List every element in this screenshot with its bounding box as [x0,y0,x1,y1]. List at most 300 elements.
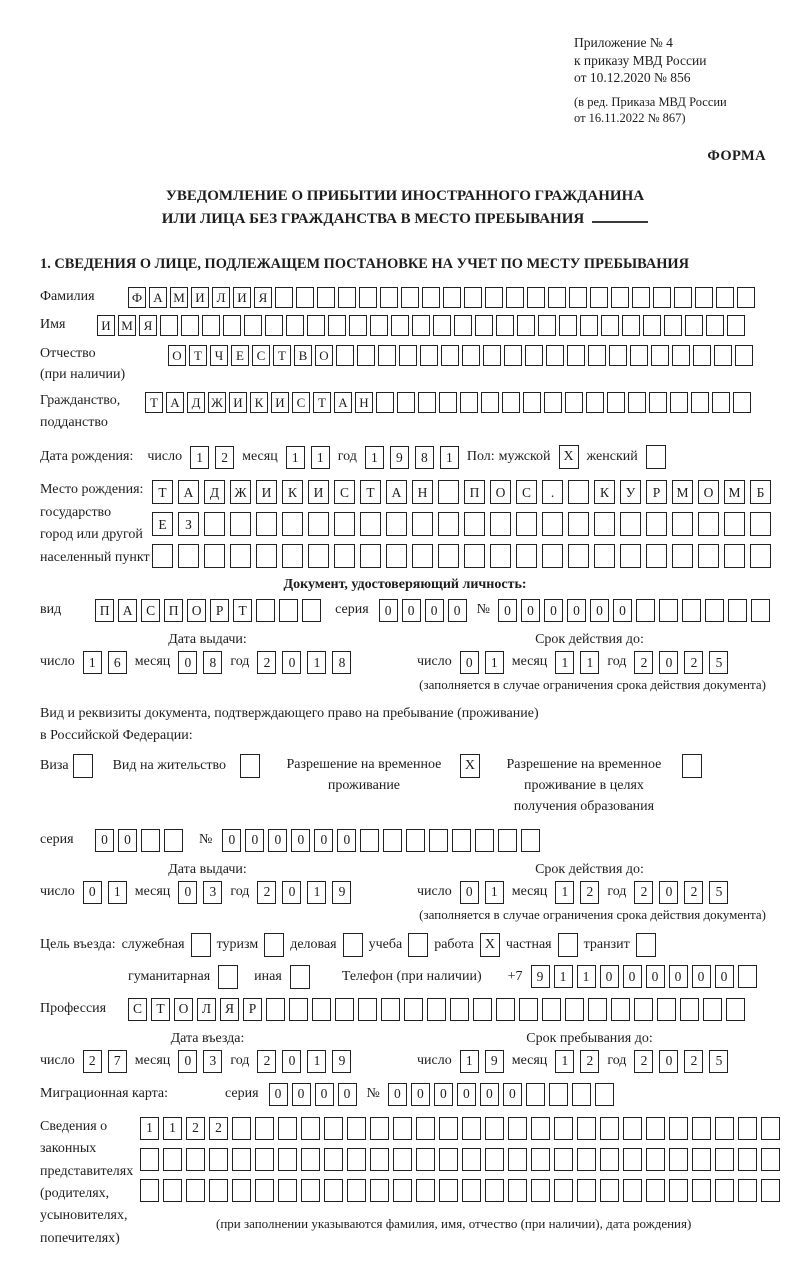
permit-issue-month[interactable] [178,881,222,904]
char-cell[interactable]: 0 [245,829,264,852]
char-cell[interactable]: Я [254,287,272,308]
char-cell[interactable]: 8 [203,651,222,674]
char-cell[interactable] [282,512,303,536]
char-cell[interactable] [521,829,540,852]
char-cell[interactable]: 1 [286,446,305,469]
char-cell[interactable]: X [480,933,500,957]
char-cell[interactable] [657,998,676,1021]
char-cell[interactable] [646,1179,665,1202]
char-cell[interactable]: Т [189,345,207,366]
char-cell[interactable]: 2 [209,1117,228,1140]
passport-issue-day[interactable] [83,651,127,674]
char-cell[interactable]: 0 [567,599,586,622]
char-cell[interactable]: А [118,599,137,622]
char-cell[interactable] [209,1148,228,1171]
char-cell[interactable]: Н [412,480,433,504]
permit-expiry-year[interactable] [634,881,728,904]
char-cell[interactable]: Ч [210,345,228,366]
char-cell[interactable]: 1 [485,881,504,904]
char-cell[interactable] [160,315,178,336]
gender-female-checkbox[interactable] [646,445,666,469]
char-cell[interactable] [632,287,650,308]
char-cell[interactable]: 2 [634,651,653,674]
char-cell[interactable]: Р [243,998,262,1021]
char-cell[interactable]: X [460,754,480,778]
char-cell[interactable] [289,998,308,1021]
char-cell[interactable] [464,544,485,568]
char-cell[interactable]: У [620,480,641,504]
char-cell[interactable]: 8 [415,446,434,469]
char-cell[interactable]: 1 [108,881,127,904]
doc-kind-boxes[interactable] [95,599,321,622]
char-cell[interactable]: Ж [208,392,226,413]
char-cell[interactable] [178,544,199,568]
char-cell[interactable] [646,544,667,568]
char-cell[interactable]: И [97,315,115,336]
char-cell[interactable]: Т [152,480,173,504]
char-cell[interactable] [554,1179,573,1202]
char-cell[interactable] [682,754,702,778]
visit-opt-business-checkbox[interactable] [343,933,363,957]
surname-boxes[interactable] [128,287,755,308]
char-cell[interactable]: Р [210,599,229,622]
char-cell[interactable]: 1 [307,651,326,674]
char-cell[interactable]: Д [187,392,205,413]
char-cell[interactable]: М [724,480,745,504]
char-cell[interactable] [735,345,753,366]
char-cell[interactable]: 2 [580,881,599,904]
char-cell[interactable] [279,599,298,622]
char-cell[interactable] [401,287,419,308]
char-cell[interactable] [324,1179,343,1202]
char-cell[interactable] [202,315,220,336]
char-cell[interactable] [391,315,409,336]
citizenship-boxes[interactable] [145,392,751,413]
char-cell[interactable]: 1 [307,1050,326,1073]
char-cell[interactable] [664,315,682,336]
char-cell[interactable]: О [490,480,511,504]
char-cell[interactable] [567,345,585,366]
char-cell[interactable] [218,965,238,989]
char-cell[interactable]: 8 [332,651,351,674]
char-cell[interactable] [516,544,537,568]
char-cell[interactable]: Ф [128,287,146,308]
temp-permit-checkbox[interactable] [460,754,480,778]
char-cell[interactable]: Л [197,998,216,1021]
char-cell[interactable]: Л [212,287,230,308]
char-cell[interactable] [607,392,625,413]
char-cell[interactable] [559,315,577,336]
char-cell[interactable]: 0 [521,599,540,622]
char-cell[interactable] [715,1117,734,1140]
char-cell[interactable]: Н [355,392,373,413]
char-cell[interactable] [750,512,771,536]
char-cell[interactable] [646,445,666,469]
char-cell[interactable]: 1 [555,1050,574,1073]
char-cell[interactable]: 0 [503,1083,522,1106]
char-cell[interactable] [397,392,415,413]
char-cell[interactable] [761,1117,780,1140]
char-cell[interactable] [370,315,388,336]
char-cell[interactable]: 2 [186,1117,205,1140]
char-cell[interactable]: 9 [332,1050,351,1073]
char-cell[interactable] [359,287,377,308]
char-cell[interactable]: 0 [646,965,665,988]
char-cell[interactable]: 0 [448,599,467,622]
char-cell[interactable] [750,544,771,568]
char-cell[interactable] [504,345,522,366]
char-cell[interactable]: 1 [307,881,326,904]
char-cell[interactable]: И [271,392,289,413]
char-cell[interactable]: 2 [634,1050,653,1073]
char-cell[interactable] [334,544,355,568]
char-cell[interactable] [378,345,396,366]
char-cell[interactable] [620,544,641,568]
char-cell[interactable] [595,1083,614,1106]
char-cell[interactable]: 1 [440,446,459,469]
char-cell[interactable] [738,965,757,988]
char-cell[interactable] [737,287,755,308]
char-cell[interactable]: 0 [544,599,563,622]
char-cell[interactable] [416,1148,435,1171]
char-cell[interactable]: 0 [600,965,619,988]
char-cell[interactable] [715,1148,734,1171]
char-cell[interactable] [475,829,494,852]
representatives-row-2[interactable] [140,1148,780,1171]
char-cell[interactable]: А [149,287,167,308]
char-cell[interactable] [496,315,514,336]
char-cell[interactable] [485,1179,504,1202]
char-cell[interactable] [439,1179,458,1202]
char-cell[interactable] [412,512,433,536]
birthplace-row-1[interactable] [152,480,771,504]
char-cell[interactable] [693,345,711,366]
permit-expiry-month[interactable] [555,881,599,904]
char-cell[interactable]: 0 [338,1083,357,1106]
char-cell[interactable] [404,998,423,1021]
entry-date-year[interactable] [257,1050,351,1073]
char-cell[interactable] [653,287,671,308]
char-cell[interactable] [692,1117,711,1140]
char-cell[interactable] [517,315,535,336]
char-cell[interactable] [601,315,619,336]
char-cell[interactable]: Т [145,392,163,413]
char-cell[interactable]: 9 [390,446,409,469]
char-cell[interactable] [462,345,480,366]
char-cell[interactable] [609,345,627,366]
char-cell[interactable]: 0 [315,1083,334,1106]
char-cell[interactable]: 1 [311,446,330,469]
char-cell[interactable]: 5 [709,651,728,674]
char-cell[interactable]: П [464,480,485,504]
char-cell[interactable] [670,392,688,413]
char-cell[interactable] [181,315,199,336]
char-cell[interactable]: 1 [580,651,599,674]
birthplace-row-2[interactable] [152,512,771,536]
char-cell[interactable] [643,315,661,336]
char-cell[interactable]: 2 [684,1050,703,1073]
char-cell[interactable]: О [187,599,206,622]
char-cell[interactable] [634,998,653,1021]
char-cell[interactable] [439,392,457,413]
char-cell[interactable] [714,345,732,366]
char-cell[interactable] [416,1117,435,1140]
char-cell[interactable]: Б [750,480,771,504]
char-cell[interactable] [706,315,724,336]
char-cell[interactable]: 0 [282,881,301,904]
char-cell[interactable] [726,998,745,1021]
char-cell[interactable] [232,1148,251,1171]
char-cell[interactable]: 1 [577,965,596,988]
char-cell[interactable] [393,1117,412,1140]
char-cell[interactable] [519,998,538,1021]
char-cell[interactable]: Т [151,998,170,1021]
char-cell[interactable] [450,998,469,1021]
char-cell[interactable] [140,1148,159,1171]
char-cell[interactable]: М [118,315,136,336]
char-cell[interactable]: И [256,480,277,504]
char-cell[interactable] [163,1148,182,1171]
char-cell[interactable] [460,392,478,413]
doc-number-boxes[interactable] [498,599,770,622]
char-cell[interactable]: В [294,345,312,366]
char-cell[interactable] [669,1179,688,1202]
char-cell[interactable] [438,544,459,568]
char-cell[interactable]: И [229,392,247,413]
char-cell[interactable] [705,599,724,622]
char-cell[interactable] [669,1117,688,1140]
char-cell[interactable]: К [250,392,268,413]
char-cell[interactable] [370,1179,389,1202]
char-cell[interactable] [649,392,667,413]
profession-boxes[interactable] [128,998,745,1021]
char-cell[interactable] [531,1179,550,1202]
char-cell[interactable] [370,1148,389,1171]
char-cell[interactable] [307,315,325,336]
char-cell[interactable] [296,287,314,308]
char-cell[interactable] [232,1179,251,1202]
birth-year-boxes[interactable] [365,446,459,469]
char-cell[interactable]: 0 [178,651,197,674]
phone-digit-boxes[interactable] [531,965,757,988]
char-cell[interactable] [761,1148,780,1171]
char-cell[interactable] [443,287,461,308]
char-cell[interactable] [724,544,745,568]
char-cell[interactable]: 2 [257,651,276,674]
char-cell[interactable]: 0 [178,1050,197,1073]
char-cell[interactable] [628,392,646,413]
char-cell[interactable] [481,392,499,413]
char-cell[interactable] [672,345,690,366]
passport-expiry-month[interactable] [555,651,599,674]
birthplace-row-3[interactable] [152,544,771,568]
char-cell[interactable] [695,287,713,308]
char-cell[interactable]: Ж [230,480,251,504]
char-cell[interactable]: Е [152,512,173,536]
visit-opt-study-checkbox[interactable] [408,933,428,957]
char-cell[interactable]: 0 [659,651,678,674]
char-cell[interactable] [255,1179,274,1202]
char-cell[interactable] [308,544,329,568]
char-cell[interactable] [441,345,459,366]
char-cell[interactable] [301,1117,320,1140]
visit-opt-official-checkbox[interactable] [191,933,211,957]
char-cell[interactable] [324,1148,343,1171]
char-cell[interactable] [611,287,629,308]
char-cell[interactable] [669,1148,688,1171]
char-cell[interactable]: С [141,599,160,622]
char-cell[interactable]: 0 [480,1083,499,1106]
char-cell[interactable] [264,933,284,957]
char-cell[interactable] [163,1179,182,1202]
char-cell[interactable]: 6 [108,651,127,674]
char-cell[interactable]: Т [360,480,381,504]
char-cell[interactable] [328,315,346,336]
char-cell[interactable] [680,998,699,1021]
char-cell[interactable]: 1 [555,651,574,674]
char-cell[interactable] [278,1148,297,1171]
char-cell[interactable]: З [178,512,199,536]
char-cell[interactable] [452,829,471,852]
char-cell[interactable] [588,998,607,1021]
visit-opt-private-checkbox[interactable] [558,933,578,957]
char-cell[interactable]: 2 [257,881,276,904]
permit-number-boxes[interactable] [222,829,540,852]
char-cell[interactable]: И [191,287,209,308]
char-cell[interactable]: А [334,392,352,413]
edu-permit-checkbox[interactable] [682,754,702,778]
char-cell[interactable]: Т [313,392,331,413]
residence-permit-checkbox[interactable] [240,754,260,778]
char-cell[interactable]: 0 [269,1083,288,1106]
char-cell[interactable]: А [386,480,407,504]
char-cell[interactable] [716,287,734,308]
char-cell[interactable]: 1 [460,1050,479,1073]
char-cell[interactable] [256,544,277,568]
char-cell[interactable] [751,599,770,622]
char-cell[interactable] [240,754,260,778]
char-cell[interactable] [308,512,329,536]
char-cell[interactable]: Т [233,599,252,622]
permit-series-boxes[interactable] [95,829,183,852]
char-cell[interactable] [738,1148,757,1171]
char-cell[interactable] [542,998,561,1021]
char-cell[interactable]: 9 [485,1050,504,1073]
char-cell[interactable] [703,998,722,1021]
char-cell[interactable] [691,392,709,413]
char-cell[interactable]: 0 [425,599,444,622]
char-cell[interactable] [646,512,667,536]
char-cell[interactable] [256,512,277,536]
char-cell[interactable] [692,1179,711,1202]
char-cell[interactable] [485,1148,504,1171]
char-cell[interactable] [568,480,589,504]
char-cell[interactable] [204,512,225,536]
char-cell[interactable] [286,315,304,336]
char-cell[interactable] [490,544,511,568]
char-cell[interactable] [265,315,283,336]
char-cell[interactable] [558,933,578,957]
char-cell[interactable]: Д [204,480,225,504]
char-cell[interactable] [386,544,407,568]
char-cell[interactable] [209,1179,228,1202]
char-cell[interactable] [554,1148,573,1171]
char-cell[interactable] [473,998,492,1021]
char-cell[interactable] [733,392,751,413]
char-cell[interactable]: 0 [460,881,479,904]
char-cell[interactable]: И [233,287,251,308]
char-cell[interactable] [255,1148,274,1171]
visit-opt-other-checkbox[interactable] [290,965,310,989]
char-cell[interactable] [290,965,310,989]
passport-expiry-year[interactable] [634,651,728,674]
representatives-row-3[interactable] [140,1179,780,1202]
char-cell[interactable] [508,1117,527,1140]
char-cell[interactable]: 0 [692,965,711,988]
char-cell[interactable] [715,1179,734,1202]
char-cell[interactable] [358,998,377,1021]
char-cell[interactable] [422,287,440,308]
char-cell[interactable] [334,512,355,536]
char-cell[interactable]: С [128,998,147,1021]
char-cell[interactable] [525,345,543,366]
passport-expiry-day[interactable] [460,651,504,674]
char-cell[interactable] [140,1179,159,1202]
char-cell[interactable]: X [559,445,579,469]
char-cell[interactable] [462,1117,481,1140]
char-cell[interactable] [73,754,93,778]
char-cell[interactable] [531,1148,550,1171]
char-cell[interactable] [568,544,589,568]
char-cell[interactable]: 1 [555,881,574,904]
representatives-row-1[interactable] [140,1117,780,1140]
char-cell[interactable] [223,315,241,336]
char-cell[interactable] [544,392,562,413]
char-cell[interactable] [336,345,354,366]
char-cell[interactable]: А [178,480,199,504]
char-cell[interactable] [636,933,656,957]
char-cell[interactable] [712,392,730,413]
char-cell[interactable] [317,287,335,308]
char-cell[interactable]: О [168,345,186,366]
char-cell[interactable] [508,1148,527,1171]
char-cell[interactable]: 1 [190,446,209,469]
char-cell[interactable]: . [542,480,563,504]
permit-issue-year[interactable] [257,881,351,904]
char-cell[interactable] [527,287,545,308]
char-cell[interactable] [420,345,438,366]
passport-issue-year[interactable] [257,651,351,674]
char-cell[interactable] [620,512,641,536]
char-cell[interactable]: 2 [684,881,703,904]
char-cell[interactable] [548,287,566,308]
char-cell[interactable] [412,544,433,568]
char-cell[interactable] [347,1179,366,1202]
permit-issue-day[interactable] [83,881,127,904]
char-cell[interactable]: 1 [140,1117,159,1140]
char-cell[interactable] [141,829,160,852]
char-cell[interactable] [439,1148,458,1171]
char-cell[interactable] [255,1117,274,1140]
char-cell[interactable] [186,1148,205,1171]
char-cell[interactable]: И [308,480,329,504]
firstname-boxes[interactable] [97,315,745,336]
char-cell[interactable] [164,829,183,852]
char-cell[interactable]: Я [220,998,239,1021]
char-cell[interactable] [275,287,293,308]
char-cell[interactable] [282,544,303,568]
char-cell[interactable] [496,998,515,1021]
